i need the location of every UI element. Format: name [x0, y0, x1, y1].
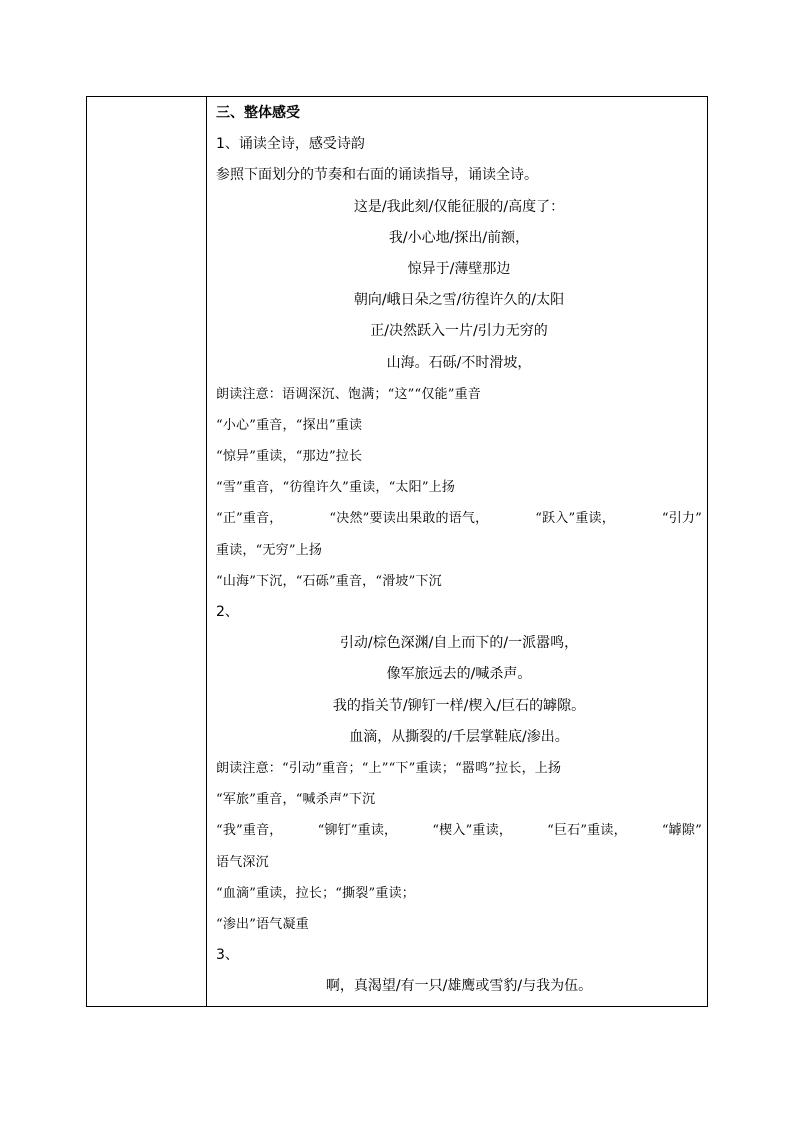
part2-heading: 2、 — [216, 604, 239, 620]
reading-note: “山海”下沉，“石砾”重音，“滑坡”下沉 — [216, 573, 442, 589]
poem-line: 正/决然跃入一片/引力无穷的 — [370, 323, 548, 340]
part3-heading: 3、 — [216, 947, 239, 964]
note-segment: “我”重音， — [216, 823, 283, 839]
poem-line: 惊异于/薄壁那边 — [407, 260, 511, 277]
reading-note — [216, 503, 702, 534]
note-segment: “楔入”重读， — [432, 823, 513, 839]
reading-note: “雪”重音，“彷徨许久”重读，“太阳”上扬 — [216, 480, 456, 496]
reading-note: 重读，“无穷”上扬 — [216, 542, 323, 558]
content-cell — [216, 98, 702, 1002]
poem-line: 我的指关节/铆钉一样/楔入/巨石的罅隙。 — [332, 697, 586, 714]
part1-instruction: 参照下面划分的节奏和右面的诵读指导，诵读全诗。 — [216, 167, 538, 184]
poem-line: 山海。石砾/不时滑坡， — [386, 354, 532, 371]
poem-line: 这是/我此刻/仅能征服的/高度了： — [353, 198, 565, 215]
reading-note — [216, 815, 702, 846]
reading-note: “惊异”重读，“那边”拉长 — [216, 449, 363, 465]
reading-note: “渗出”语气凝重 — [216, 916, 309, 932]
note-segment: “决然”要读出果敢的语气， — [329, 511, 489, 527]
poem-line: 朝向/峨日朵之雪/彷徨许久的/太阳 — [353, 292, 565, 309]
poem-line: 引动/棕色深渊/自上而下的/一派嚣鸣， — [339, 635, 579, 652]
note-segment: “正”重音， — [216, 511, 283, 527]
poem-line: 我/小心地/探出/前额， — [388, 229, 530, 246]
reading-note: “小心”重音，“探出”重读 — [216, 417, 363, 433]
reading-note: “军旅”重音，“喊杀声”下沉 — [216, 792, 376, 808]
note-segment: “跃入”重读， — [535, 511, 615, 527]
reading-note: 朗读注意：语调深沉、饱满；“这”“仅能”重音 — [216, 386, 481, 402]
poem-line: 像军旅远去的/喊杀声。 — [386, 666, 532, 683]
note-segment: “引力” — [661, 511, 702, 527]
reading-note: 语气深沉 — [216, 854, 269, 870]
note-segment: “铆钉”重读， — [317, 823, 398, 839]
poem-line: 血滴，从撕裂的/千层掌鞋底/渗出。 — [349, 728, 569, 745]
note-segment: “巨石”重读， — [547, 823, 627, 839]
reading-note: “血滴”重读，拉长；“撕裂”重读； — [216, 885, 415, 901]
note-segment: “罅隙” — [661, 823, 702, 839]
section-title: 三、整体感受 — [216, 105, 300, 121]
reading-note: 朗读注意：“引动”重音；“上”“下”重读；“嚣鸣”拉长，上扬 — [216, 760, 562, 776]
part1-heading: 1、诵读全诗，感受诗韵 — [216, 136, 365, 153]
column-divider — [206, 96, 207, 1007]
poem-line: 啊，真渴望/有一只/雄鹰或雪豹/与我为伍。 — [325, 978, 593, 995]
